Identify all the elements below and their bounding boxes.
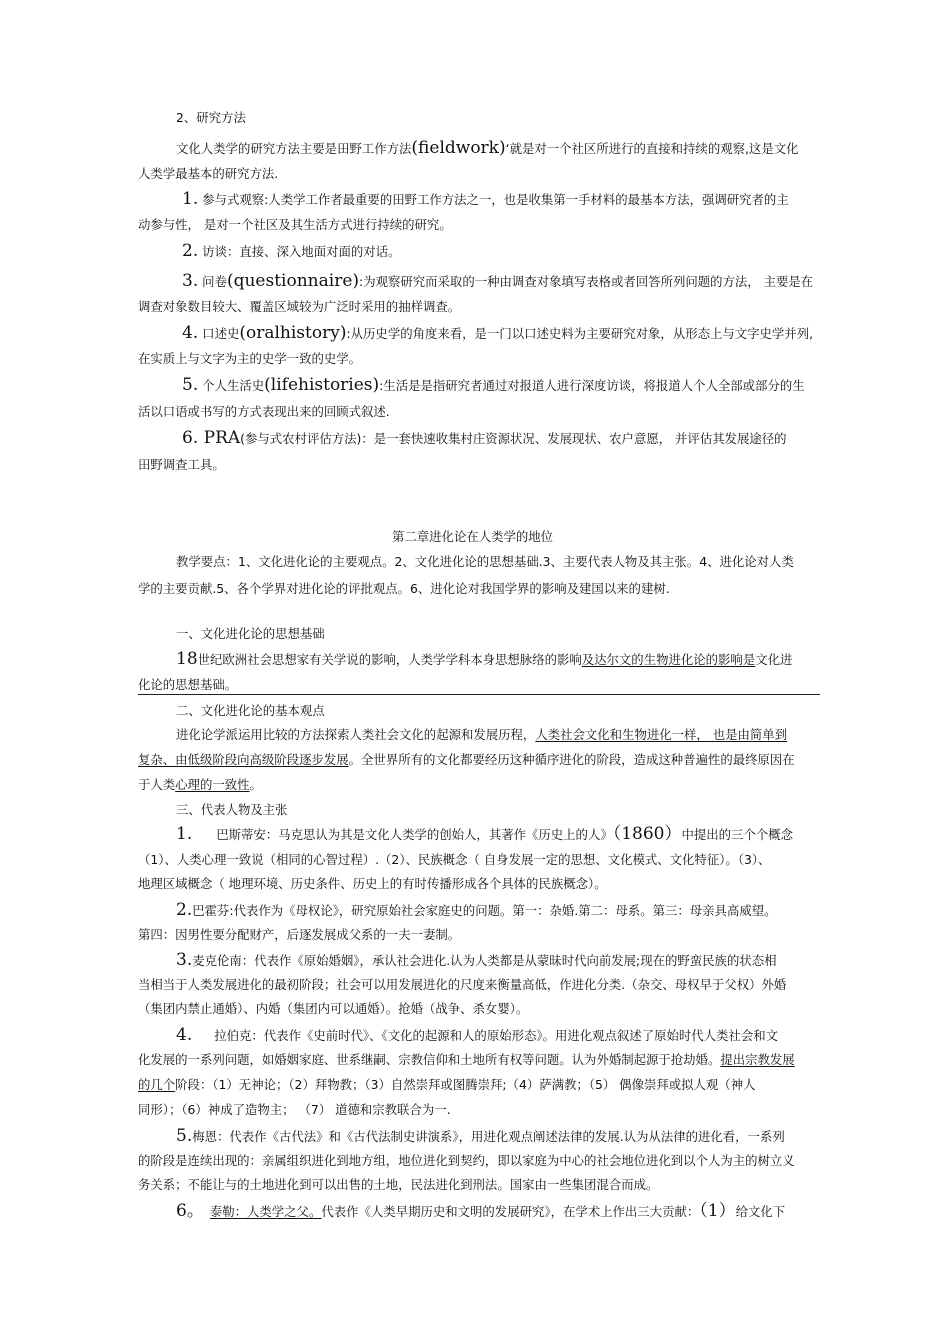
person-2-line-2: 第四：因男性要分配财产，后逐发展成父系的一夫一妻制。 xyxy=(138,927,461,942)
person-year: （1860） xyxy=(612,824,682,844)
method-item-6 xyxy=(182,429,787,448)
person-3-line-1 xyxy=(176,951,777,970)
person-4-line-3 xyxy=(138,1076,755,1094)
person-1-line-1 xyxy=(176,825,793,844)
part2-line-2 xyxy=(138,751,795,769)
person-number: 1. xyxy=(176,824,193,844)
part1-text: 世纪欧洲社会思想家有关学说的影响，人类学学科本身思想脉络的影响 xyxy=(197,652,582,667)
item-text: 参与式观察:人类学工作者最重要的田野工作方法之一，也是收集第一手材料的最基本方法，强调研究者的主 xyxy=(198,192,789,207)
method-item-5-cont: 活以口语或书写的方式表现出来的回顾式叙述. xyxy=(138,404,390,419)
method-item-6-cont: 田野调查工具。 xyxy=(138,457,225,472)
method-item-3 xyxy=(182,272,813,291)
person-4-line-1 xyxy=(176,1026,778,1045)
method-item-5 xyxy=(182,376,805,395)
person-number: 4. xyxy=(176,1025,193,1045)
method-item-4-cont: 在实质上与文字为主的史学一致的史学。 xyxy=(138,351,362,366)
person-number: 5. xyxy=(176,1126,193,1146)
part2-text: 。 xyxy=(249,777,262,792)
person-4-line-4: 同形）；（6）神成了造物主； （7） 道德和宗教联合为一. xyxy=(138,1102,451,1117)
person-text: 阶段：（1）无神论；（2）拜物教；（3）自然崇拜或图腾崇拜;（4）萨满教；（5） 偶像崇拜或拟人观（神人 xyxy=(175,1077,756,1092)
person-3-line-3: （集团内禁止通婚）、内婚（集团内可以通婚）。抢婚（战争、杀女婴）。 xyxy=(138,1001,529,1016)
part2-underlined: 心理的一致性 xyxy=(175,777,250,792)
item-number: 5. xyxy=(182,375,199,395)
item-term: (oralhistory) xyxy=(239,323,347,343)
part2-text: 进化论学派运用比较的方法探索人类社会文化的起源和发展历程， xyxy=(176,727,536,742)
method-heading: 2、研究方法 xyxy=(176,110,246,125)
item-number: 6. xyxy=(182,428,199,448)
person-6-line-1 xyxy=(176,1202,785,1221)
person-4-line-2 xyxy=(138,1051,795,1069)
item-term: PRA xyxy=(198,428,241,448)
person-number-paren: （1） xyxy=(699,1201,736,1221)
century-number: 18 xyxy=(176,649,198,669)
person-text: 梅恩：代表作《古代法》和《古代法制史讲演系》，用进化观点阐述法律的发展.认为从法律的进化看，一系列 xyxy=(192,1129,785,1144)
person-text: 给文化下 xyxy=(735,1204,786,1219)
item-text: :从历史学的角度来看，是一门以口述史料为主要研究对象，从形态上与文字史学并列, xyxy=(346,326,814,341)
item-number: 2. xyxy=(182,241,199,261)
person-5-line-3: 务关系；不能让与的土地进化到可以出售的土地，民法进化到刑法。国家由一些集团混合而成。 xyxy=(138,1177,659,1192)
item-text: 口述史 xyxy=(198,326,240,341)
item-text: 访谈：直接、深入地面对面的对话。 xyxy=(198,244,401,259)
part2-line-3 xyxy=(138,776,262,794)
method-item-1-cont: 动参与性， 是对一个社区及其生活方式进行持续的研究。 xyxy=(138,217,452,232)
person-text: 拉伯克：代表作《史前时代》、《文化的起源和人的原始形态》。用进化观点叙述了原始时代人类社会和文 xyxy=(214,1028,778,1043)
method-item-4 xyxy=(182,324,813,343)
method-intro-line-2: 人类学最基本的研究方法. xyxy=(138,166,279,181)
item-term: (questionnaire) xyxy=(226,271,360,291)
person-number: 6。 xyxy=(176,1201,204,1221)
method-item-3-cont: 调查对象数目较大、覆盖区域较为广泛时采用的抽样调查。 xyxy=(138,299,461,314)
person-text: 巴霍芬:代表作为《母权论》，研究原始社会家庭史的问题。第一：杂婚.第二：母系。第三：母亲具高威望。 xyxy=(192,903,777,918)
item-text: 问卷 xyxy=(198,274,227,289)
part3-heading: 三、代表人物及主张 xyxy=(176,802,288,817)
part2-text: 。全世界所有的文化都要经历这种循序进化的阶段，造成这种普遍性的最终原因在 xyxy=(348,752,795,767)
person-text: 中提出的三个个概念 xyxy=(681,827,794,842)
method-intro-line-1 xyxy=(176,139,799,158)
person-text: 麦克伦南：代表作《原始婚姻》，承认社会进化.认为人类都是从蒙昧时代向前发展;现在的野蛮民族的状态相 xyxy=(192,953,777,968)
person-3-line-2: 当相当于人类发展进化的最初阶段；社会可以用发展进化的尺度来衡量高低，作进化分类.（杂交、母权早于父权）外婚 xyxy=(138,977,787,992)
part2-heading: 二、文化进化论的基本观点 xyxy=(176,703,325,718)
method-item-1 xyxy=(182,190,789,209)
intro-text-c: ‘就是对一个社区所进行的直接和持续的观察,这是文化 xyxy=(505,141,799,156)
item-number: 4. xyxy=(182,323,199,343)
person-number: 3. xyxy=(176,950,193,970)
person-text: 化发展的一系列问题，如婚姻家庭、世系继嗣、宗教信仰和土地所有权等问题。认为外婚制起源于抢劫婚。 xyxy=(138,1052,721,1067)
part2-line-1 xyxy=(176,726,787,744)
part1-text: 文化进 xyxy=(755,652,793,667)
person-2-line-1 xyxy=(176,901,777,920)
part2-underlined: 复杂、由低级阶段向高级阶段逐步发展 xyxy=(138,752,349,767)
method-item-2 xyxy=(182,242,400,261)
item-text: (参与式农村评估方法)：是一套快速收集村庄资源状况、发展现状、农户意愿， 并评估其发展途径的 xyxy=(240,431,787,446)
part1-underlined: 及达尔文的生物进化论的影响是 xyxy=(581,652,756,667)
divider-line xyxy=(138,694,820,695)
person-underlined: 的几个 xyxy=(138,1077,176,1092)
item-text: 个人生活史 xyxy=(198,378,265,393)
part2-text: 于人类 xyxy=(138,777,176,792)
person-text: 巴斯蒂安：马克思认为其是文化人类学的创始人，其著作《历史上的人》 xyxy=(216,827,613,842)
person-1-line-3: 地理区域概念（ 地理环境、历史条件、历史上的有时传播形成各个具体的民族概念）。 xyxy=(138,876,607,891)
teaching-goals-line-2: 学的主要贡献.5、各个学界对进化论的评批观点。6、进化论对我国学界的影响及建国以来的建树. xyxy=(138,581,670,596)
chapter-title: 第二章进化论在人类学的地位 xyxy=(392,529,554,544)
intro-term-fieldwork: (fieldwork) xyxy=(411,138,506,158)
person-text: 代表作《人类早期历史和文明的发展研究》，在学术上作出三大贡献： xyxy=(321,1204,700,1219)
person-5-line-1 xyxy=(176,1127,785,1146)
teaching-goals-line-1: 教学要点：1、文化进化论的主要观点。2、文化进化论的思想基础.3、主要代表人物及其主张。4、进化论对人类 xyxy=(176,554,794,569)
person-number: 2. xyxy=(176,900,193,920)
person-1-line-2: （1）、人类心理一致说（相同的心智过程）.（2）、民族概念（ 自身发展一定的思想、文化模式、文化特征）。（3）、 xyxy=(138,852,771,867)
item-number: 1. xyxy=(182,189,199,209)
person-underlined: 提出宗教发展 xyxy=(720,1052,795,1067)
part1-line-2: 化论的思想基础。 xyxy=(138,677,238,692)
person-underlined: 泰勒：人类学之父。 xyxy=(209,1204,322,1219)
part1-heading: 一、文化进化论的思想基础 xyxy=(176,626,325,641)
part1-line-1 xyxy=(176,650,792,669)
person-5-line-2: 的阶段是连续出现的：亲属组织进化到地方组，地位进化到契约，即以家庭为中心的社会地位进化到以个人为主的树立义 xyxy=(138,1153,795,1168)
item-number: 3. xyxy=(182,271,199,291)
part2-underlined: 人类社会文化和生物进化一样， 也是由简单到 xyxy=(535,727,788,742)
item-text: :为观察研究而采取的一种由调查对象填写表格或者回答所列问题的方法， 主要是在 xyxy=(359,274,814,289)
item-text: :生活是是指研究者通过对报道人进行深度访谈，将报道人个人全部或部分的生 xyxy=(379,378,805,393)
item-term: (lifehistories) xyxy=(264,375,380,395)
intro-text-a: 文化人类学的研究方法主要是田野工作方法 xyxy=(176,141,412,156)
